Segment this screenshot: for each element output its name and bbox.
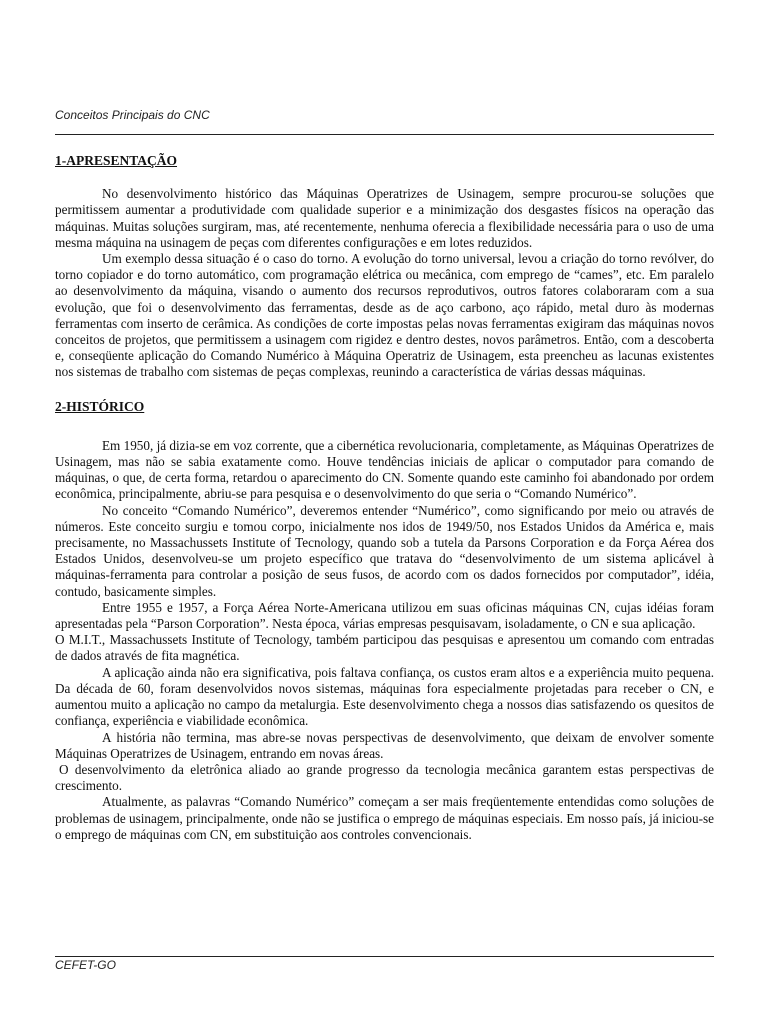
paragraph: O desenvolvimento da eletrônica aliado ao grande progresso da tecnologia mecânica garantem estas perspectivas de crescimento. <box>55 761 714 794</box>
paragraph: O M.I.T., Massachussets Institute of Tecnology, também participou das pesquisas e apresentou um comando com entradas de dados através de fita magnética. <box>55 632 714 664</box>
page-footer: CEFET-GO <box>55 958 116 972</box>
paragraph: A história não termina, mas abre-se novas perspectivas de desenvolvimento, que deixam de envolver somente Máquinas Operatrizes de Usinagem, entrando em novas áreas. <box>55 729 714 761</box>
document-page <box>55 0 714 1024</box>
section-heading-apresentacao: 1-APRESENTAÇÃO <box>55 153 178 168</box>
paragraph: Entre 1955 e 1957, a Força Aérea Norte-Americana utilizou em suas oficinas máquinas CN, cujas idéias foram apresentadas pela “Parson Corporation”. Nesta época, várias empresas pesquisavam, isoladamente, o CN e sua aplicação. <box>55 599 714 632</box>
paragraph: No conceito “Comando Numérico”, deveremos entender “Numérico”, como significando por meio ou através de números. Este conceito surgiu e tomou corpo, inicialmente nos idos de 1949/50, nos Estados Unidos da América e, mais precisamente, no Massachussets Institute of Tecnology, quando sob a tutela da Parsons Corporation e da Força Aérea dos Estados Unidos, desenvolveu-se um projeto específico que tratava do “desenvolvimento de um sistema aplicável à máquinas-ferramenta para controlar a posição de seus fusos, de acordo com os dados fornecidos por computador”, idéia, contudo, basicamente simples. <box>55 502 714 599</box>
document-body <box>55 136 714 843</box>
section-heading-historico: 2-HISTÓRICO <box>55 398 145 414</box>
paragraph: Um exemplo dessa situação é o caso do torno. A evolução do torno universal, levou a criação do torno revólver, do torno copiador e do torno automático, com programação elétrica ou mecânica, com emprego de “cames”, etc. Em paralelo ao desenvolvimento da máquina, visando o aumento dos recursos reprodutivos, outros fatores colaboraram com a sua evolução, que foi o desenvolvimento das ferramentas, desde as de aço carbono, aço rápido, metal duro às modernas ferramentas com inserto de cerâmica. As condições de corte impostas pelas novas ferramentas exigiram das máquinas novos conceitos de projetos, que permitissem a usinagem com rigidez e dentro destes, novos parâmetros. Então, com a descoberta e, conseqüente aplicação do Comando Numérico à Máquina Operatriz de Usinagem, esta preencheu as lacunas existentes nos sistemas de trabalho com sistemas de peças complexas, reunindo a característica de várias dessas máquinas. <box>55 251 714 380</box>
paragraph: Atualmente, as palavras “Comando Numérico” começam a ser mais freqüentemente entendidas como soluções de problemas de usinagem, principalmente, onde não se justifica o emprego de máquinas especiais. Em nosso país, já iniciou-se o emprego de máquinas com CN, em substituição aos controles convencionais. <box>55 794 714 842</box>
page-header: Conceitos Principais do CNC <box>55 108 210 122</box>
paragraph: Em 1950, já dizia-se em voz corrente, que a cibernética revolucionaria, completamente, as Máquinas Operatrizes de Usinagem, mas não se sabia exatamente como. Houve tendências iniciais de aplicar o computador para comando de máquinas, o que, de certa forma, retardou o aparecimento do CN. Somente quando este caminho foi abandonado por ordem econômica, principalmente, abriu-se para pesquisa e o desenvolvimento do que seria o “Comando Numérico”. <box>55 437 714 502</box>
paragraph: A aplicação ainda não era significativa, pois faltava confiança, os custos eram altos e a experiência muito pequena. Da década de 60, foram desenvolvidos novos sistemas, máquinas fora especialmente projetadas para receber o CN, e aumentou muito a aplicação no campo da metalurgia. Este desenvolvimento chega a nossos dias satisfazendo os quesitos de confiança, experiência e viabilidade econômica. <box>55 664 714 729</box>
paragraph: No desenvolvimento histórico das Máquinas Operatrizes de Usinagem, sempre procurou-se soluções que permitissem aumentar a produtividade com qualidade superior e a minimização dos desgastes físicos na operação das máquinas. Muitas soluções surgiram, mas, até recentemente, nenhuma oferecia a flexibilidade necessária para o uso de uma mesma máquina na usinagem de peças com diferentes configurações e em lotes reduzidos. <box>55 186 714 250</box>
header-rule <box>55 134 714 135</box>
footer-rule <box>55 956 714 957</box>
